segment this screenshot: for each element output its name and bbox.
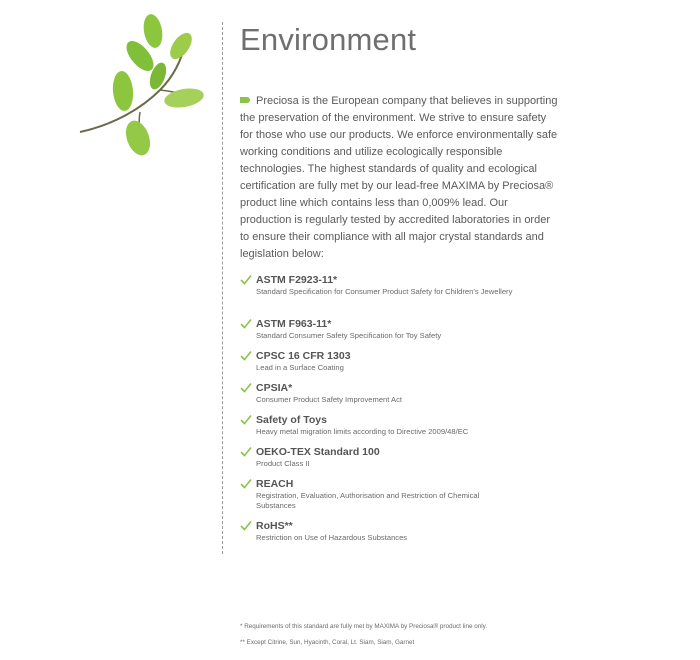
standard-description: Standard Consumer Safety Specification for Toy Safety xyxy=(256,331,442,340)
standard-item xyxy=(240,478,516,511)
checkmark-icon xyxy=(240,446,252,458)
checkmark-icon xyxy=(240,382,252,394)
intro-paragraph xyxy=(240,93,560,263)
checkmark-icon xyxy=(240,520,252,532)
checkmark-icon xyxy=(240,350,252,362)
dashed-divider xyxy=(222,22,223,554)
intro-text: Preciosa is the European company that believes in supporting the preservation of the environment. We strive to ensure safety for those who use our products. We enforce environmentally safe working conditions and utilize ecologically responsible technologies. The highest standards of quality and ecological certification are fully met by our lead-free MAXIMA by Preciosa® product line which contains less than 0,009% lead. Our production is regularly tested by accredited laboratories in order to ensure their compliance with all major crystal standards and legislation below: xyxy=(240,95,558,260)
standard-name: OEKO-TEX Standard 100 xyxy=(256,446,380,458)
footnote-1: * Requirements of this standard are fully met by MAXIMA by Preciosa® product line only. xyxy=(240,623,488,630)
standard-name: ASTM F2923-11* xyxy=(256,274,338,286)
checkmark-icon xyxy=(240,478,252,490)
standard-item xyxy=(240,446,516,469)
standard-item xyxy=(240,520,516,543)
checkmark-icon xyxy=(240,274,252,286)
checkmark-icon xyxy=(240,414,252,426)
footnotes xyxy=(240,623,640,647)
standard-item xyxy=(240,274,516,297)
standard-item xyxy=(240,414,516,437)
standard-name: ASTM F963-11* xyxy=(256,318,332,330)
standard-description: Registration, Evaluation, Authorisation and Restriction of Chemical Substances xyxy=(256,491,480,510)
standard-description: Heavy metal migration limits according to Directive 2009/48/EC xyxy=(256,427,469,436)
standard-name: REACH xyxy=(256,478,294,490)
standard-description: Product Class II xyxy=(256,459,310,468)
standard-name: CPSC 16 CFR 1303 xyxy=(256,350,351,362)
page-title: Environment xyxy=(240,22,417,57)
standard-description: Consumer Product Safety Improvement Act xyxy=(256,395,403,404)
standard-description: Standard Specification for Consumer Product Safety for Children's Jewellery xyxy=(256,287,513,296)
standard-name: RoHS** xyxy=(256,520,293,532)
green-tab-icon xyxy=(240,97,250,103)
standard-item xyxy=(240,318,516,341)
checkmark-icon xyxy=(240,318,252,330)
standard-description: Lead in a Surface Coating xyxy=(256,363,344,372)
footnote-2: ** Except Citrine, Sun, Hyacinth, Coral, Lt. Siam, Siam, Garnet xyxy=(240,639,415,646)
standard-description: Restriction on Use of Hazardous Substances xyxy=(256,533,408,542)
standard-name: CPSIA* xyxy=(256,382,293,394)
standard-item xyxy=(240,350,516,373)
standard-item xyxy=(240,382,516,405)
standard-name: Safety of Toys xyxy=(256,414,327,426)
leaf-branch-illustration xyxy=(78,6,213,164)
